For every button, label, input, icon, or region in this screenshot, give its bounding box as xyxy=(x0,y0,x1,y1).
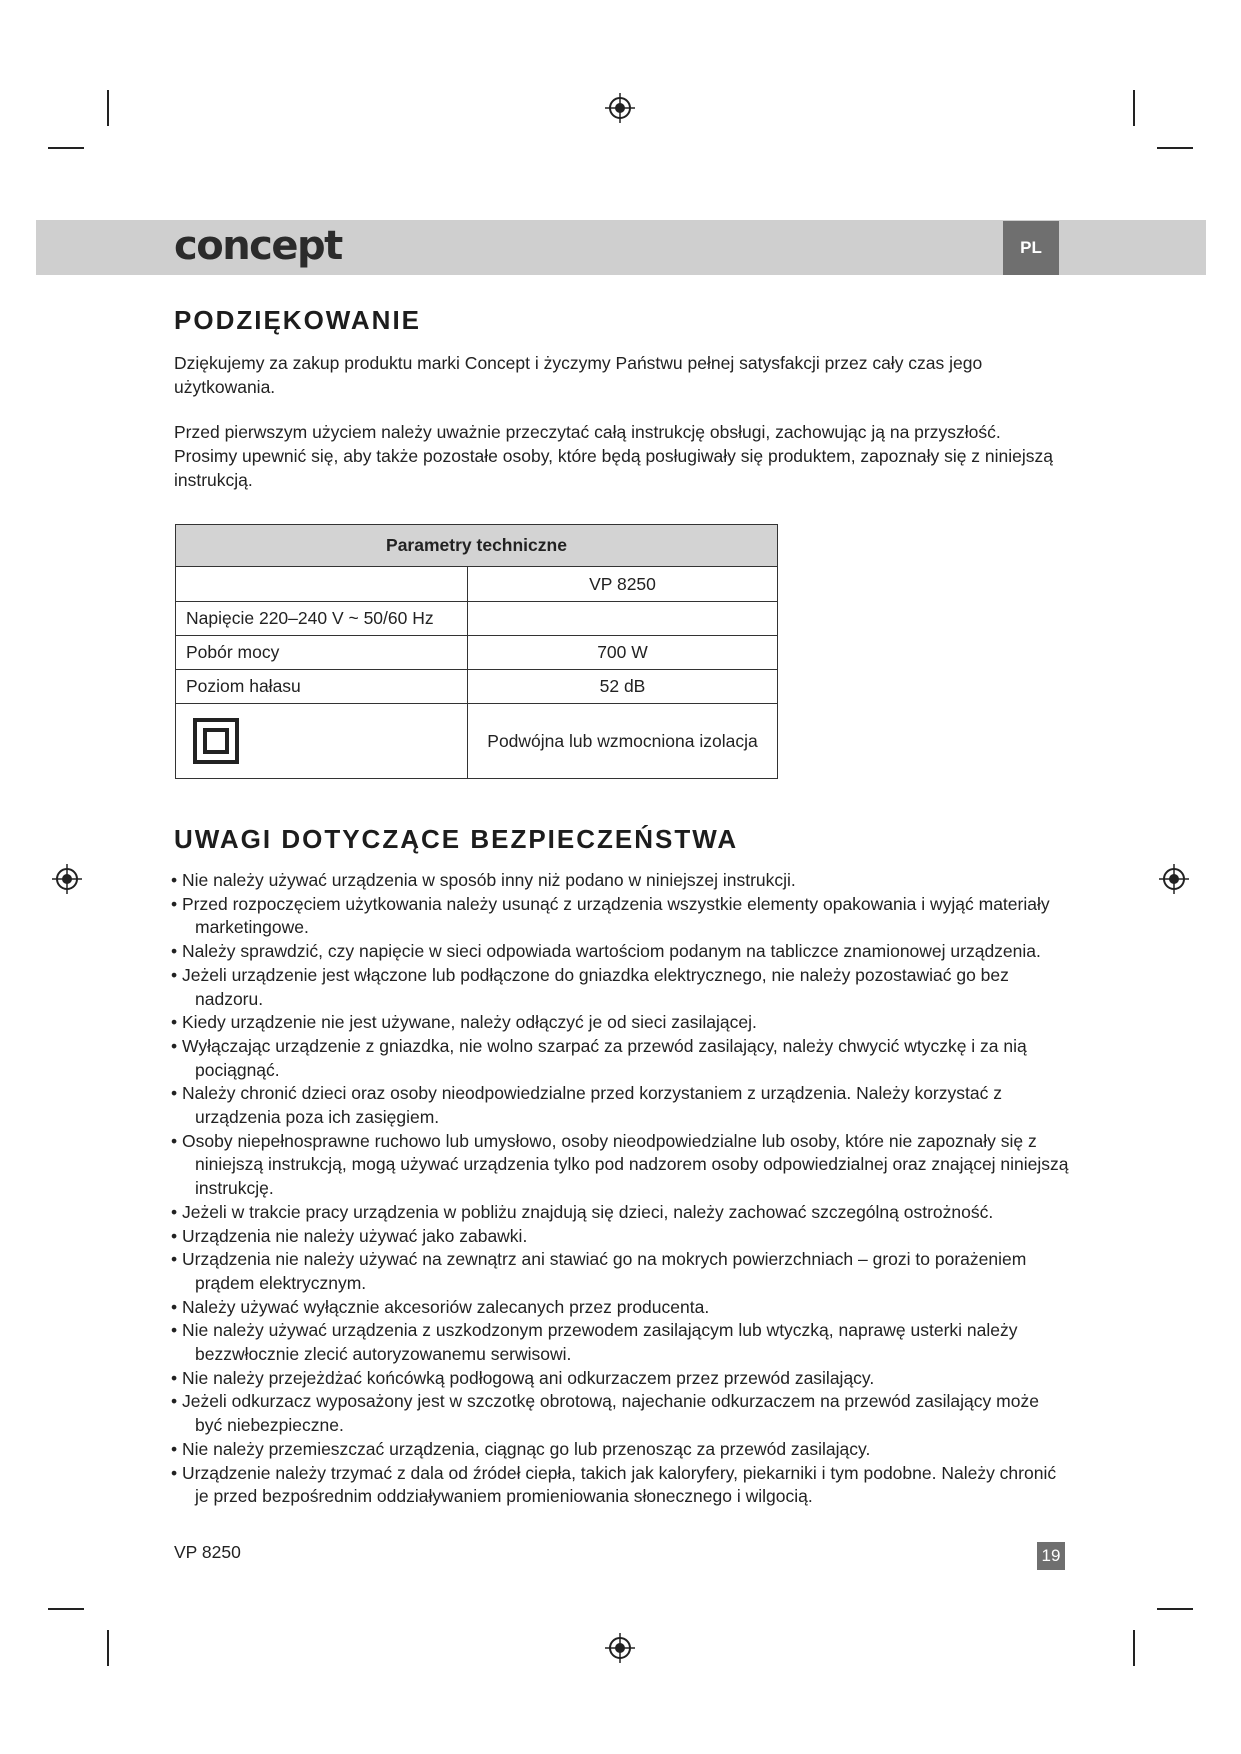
registration-mark-icon xyxy=(605,93,635,123)
list-item: • Należy sprawdzić, czy napięcie w sieci odpowiada wartościom podanym na tabliczce znamionowej urządzenia. xyxy=(171,941,1041,962)
list-item: • Nie należy używać urządzenia z uszkodzonym przewodem zasilającym lub wtyczką, naprawę usterki należy bezzwłocznie zlecić autoryzowanemu serwisowi. xyxy=(171,1320,1018,1365)
intro-paragraph: Przed pierwszym użyciem należy uważnie przeczytać całą instrukcję obsługi, zachowując ją na przyszłość. Prosimy upewnić się, aby także pozostałe osoby, które będą posługiwały się produktem, zapoznały się z niniejszą instrukcją. xyxy=(174,422,1054,490)
crop-mark xyxy=(1157,147,1193,149)
registration-mark-icon xyxy=(605,1633,635,1663)
spec-label: Napięcie 220–240 V ~ 50/60 Hz xyxy=(176,602,468,636)
page-number: 19 xyxy=(1037,1542,1065,1570)
spec-value: 700 W xyxy=(468,636,778,670)
crop-mark xyxy=(1133,90,1135,126)
table-row xyxy=(176,670,778,704)
list-item: • Należy używać wyłącznie akcesoriów zalecanych przez producenta. xyxy=(171,1296,710,1317)
safety-list xyxy=(171,869,1071,1509)
table-row xyxy=(176,602,778,636)
list-item: • Osoby niepełnosprawne ruchowo lub umysłowo, osoby nieodpowiedzialne lub osoby, które nie zapoznały się z niniejszą instrukcją, mogą używać urządzenia tylko pod nadzorem osoby odpowiedzialnej oraz znającej niniejszą instrukcję. xyxy=(171,1130,1069,1199)
list-item: • Urządzenie należy trzymać z dala od źródeł ciepła, takich jak kaloryfery, piekarniki i tym podobne. Należy chronić je przed bezpośrednim oddziaływaniem promieniowania słonecznego i wilgocią. xyxy=(171,1462,1057,1507)
insulation-symbol-cell xyxy=(176,704,468,779)
spec-value: 52 dB xyxy=(468,670,778,704)
language-badge: PL xyxy=(1003,221,1059,275)
registration-mark-icon xyxy=(52,864,82,894)
double-insulation-icon xyxy=(192,717,240,765)
spec-label: Poziom hałasu xyxy=(176,670,468,704)
crop-mark xyxy=(1133,1630,1135,1666)
list-item: • Przed rozpoczęciem użytkowania należy usunąć z urządzenia wszystkie elementy opakowania i wyjąć materiały marketingowe. xyxy=(171,893,1050,938)
crop-mark xyxy=(48,1608,84,1610)
model-cell: VP 8250 xyxy=(468,567,778,602)
list-item: • Nie należy przejeżdżać końcówką podłogową ani odkurzaczem przez przewód zasilający. xyxy=(171,1367,875,1388)
intro-paragraph: Dziękujemy za zakup produktu marki Concept i życzymy Państwu pełnej satysfakcji przez cały czas jego użytkowania. xyxy=(174,353,983,397)
list-item: • Jeżeli odkurzacz wyposażony jest w szczotkę obrotową, najechanie odkurzaczem na przewód zasilający może być niebezpieczne. xyxy=(171,1391,1039,1436)
list-item: • Nie należy używać urządzenia w sposób inny niż podano w niniejszej instrukcji. xyxy=(171,870,796,890)
safety-heading: UWAGI DOTYCZĄCE BEZPIECZEŃSTWA xyxy=(174,824,739,854)
crop-mark xyxy=(1157,1608,1193,1610)
table-row xyxy=(176,567,778,602)
table-cell-empty xyxy=(176,567,468,602)
crop-mark xyxy=(107,1630,109,1666)
spec-label: Pobór mocy xyxy=(176,636,468,670)
table-row xyxy=(176,636,778,670)
registration-mark-icon xyxy=(1159,864,1189,894)
list-item: • Należy chronić dzieci oraz osoby nieodpowiedzialne przed korzystaniem z urządzenia. Należy korzystać z urządzenia poza ich zasięgiem. xyxy=(171,1083,1002,1128)
intro-heading: PODZIĘKOWANIE xyxy=(174,305,422,335)
list-item: • Nie należy przemieszczać urządzenia, ciągnąc go lub przenosząc za przewód zasilający. xyxy=(171,1438,871,1459)
crop-mark xyxy=(107,90,109,126)
insulation-text: Podwójna lub wzmocniona izolacja xyxy=(468,704,778,779)
crop-mark xyxy=(48,147,84,149)
specifications-title: Parametry techniczne xyxy=(176,525,778,567)
brand-logo: concept xyxy=(174,223,342,269)
list-item: • Jeżeli w trakcie pracy urządzenia w pobliżu znajdują się dzieci, należy zachować szczególną ostrożność. xyxy=(171,1201,994,1222)
specifications-table xyxy=(175,524,778,779)
footer-model: VP 8250 xyxy=(174,1542,241,1562)
list-item: • Wyłączając urządzenie z gniazdka, nie wolno szarpać za przewód zasilający, należy chwycić wtyczkę i za nią pociągnąć. xyxy=(171,1035,1027,1080)
list-item: • Urządzenia nie należy używać na zewnątrz ani stawiać go na mokrych powierzchniach – grozi to porażeniem prądem elektrycznym. xyxy=(171,1249,1027,1293)
spec-value xyxy=(468,602,778,636)
list-item: • Jeżeli urządzenie jest włączone lub podłączone do gniazdka elektrycznego, nie należy pozostawiać go bez nadzoru. xyxy=(171,964,1009,1009)
list-item: • Kiedy urządzenie nie jest używane, należy odłączyć je od sieci zasilającej. xyxy=(171,1012,757,1033)
table-row xyxy=(176,704,778,779)
list-item: • Urządzenia nie należy używać jako zabawki. xyxy=(171,1225,528,1246)
